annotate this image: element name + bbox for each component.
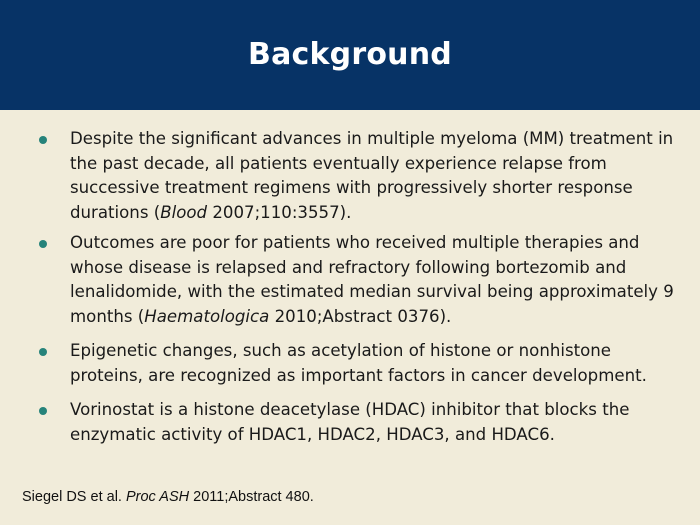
bullet-text: Despite the significant advances in multiple myeloma (MM) treatment in the past decade, all patients eventually experience relapse from successive treatment regimens with progressively shorter response durations ( xyxy=(70,129,674,222)
bullet-item xyxy=(38,339,678,388)
journal-citation: Blood xyxy=(160,202,208,222)
slide-title: Background xyxy=(248,36,452,72)
footnote-journal: Proc ASH xyxy=(125,489,190,505)
reference-footnote xyxy=(22,489,314,505)
bullet-item xyxy=(38,398,678,447)
citation-detail: 2010;Abstract 0376). xyxy=(269,306,452,326)
footnote-authors: Siegel DS et al. xyxy=(22,489,126,505)
bullet-item xyxy=(38,231,678,329)
footnote-detail: 2011;Abstract 480. xyxy=(189,489,314,505)
bullet-text: Epigenetic changes, such as acetylation of histone or nonhistone proteins, are recognized as important factors in cancer development. xyxy=(70,341,647,385)
bullet-text: Outcomes are poor for patients who received multiple therapies and whose disease is relapsed and refractory following bortezomib and lenalidomide, with the estimated median survival being approximately 9 months ( xyxy=(70,233,674,326)
bullet-dot-icon xyxy=(39,136,47,144)
bullet-dot-icon xyxy=(39,407,47,415)
bullet-text: Vorinostat is a histone deacetylase (HDAC) inhibitor that blocks the enzymatic activity of HDAC1, HDAC2, HDAC3, and HDAC6. xyxy=(70,400,630,444)
bullet-dot-icon xyxy=(39,348,47,356)
bullet-list xyxy=(38,127,678,453)
journal-citation: Haematologica xyxy=(144,306,270,326)
bullet-item xyxy=(38,127,678,225)
bullet-dot-icon xyxy=(39,240,47,248)
citation-detail: 2007;110:3557). xyxy=(207,202,352,222)
title-banner xyxy=(0,0,700,110)
